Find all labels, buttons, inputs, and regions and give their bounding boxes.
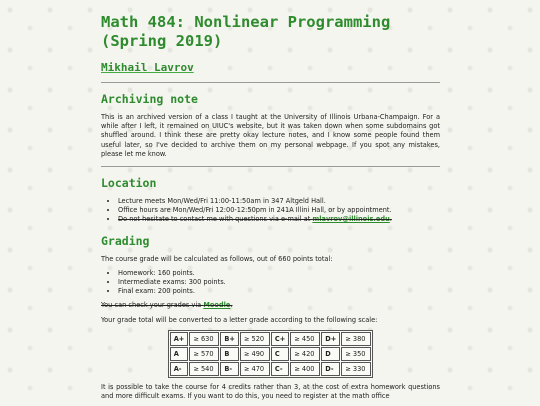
list-item: • Homework: 160 points. (118, 269, 440, 278)
table-row (170, 347, 372, 361)
struck-text: . (230, 301, 233, 310)
table-row (170, 332, 372, 346)
divider (101, 82, 440, 83)
email-link[interactable]: mlavrov@illinois.edu (312, 215, 390, 224)
threshold-cell: ≥ 420 (290, 347, 320, 361)
grading-heading: Grading (101, 233, 150, 248)
location-list (101, 197, 440, 225)
list-item: • Intermediate exams: 300 points. (118, 278, 440, 287)
grade-cell: B+ (220, 332, 239, 346)
moodle-note (101, 301, 440, 310)
threshold-cell: ≥ 540 (189, 362, 219, 376)
list-item: • Lecture meets Mon/Wed/Fri 11:00-11:50am in 347 Altgeld Hall. (118, 197, 440, 206)
grade-cell: B- (220, 362, 239, 376)
grade-cell: A- (170, 362, 189, 376)
location-heading: Location (101, 176, 157, 191)
divider (101, 166, 440, 167)
grading-list (101, 269, 440, 297)
grade-cell: D- (321, 362, 340, 376)
table-row (170, 362, 372, 376)
threshold-cell: ≥ 450 (290, 332, 320, 346)
threshold-cell: ≥ 570 (189, 347, 219, 361)
author-link[interactable]: Mikhail Lavrov (101, 61, 194, 74)
grade-cell: A+ (170, 332, 189, 346)
grade-cell: C+ (271, 332, 289, 346)
threshold-cell: ≥ 380 (341, 332, 371, 346)
struck-text: Do not hesitate to contact me with questions via e-mail at (118, 215, 313, 224)
credits-text: It is possible to take the course for 4 credits rather than 3, at the cost of extra homework questions and more difficult exams. If you want to do this, you need to register at the math office (101, 382, 440, 401)
list-item (118, 215, 440, 224)
threshold-cell: ≥ 490 (240, 347, 270, 361)
archiving-text: This is an archived version of a class I taught at the University of Illinois Urbana-Champaign. For a while after I left, it remained on UIUC's website, but it was taken down when some subdomains got shuffled around. I think these are pretty okay lecture notes, and I know some people found them useful later, so I've decided to archive them on my personal webpage. If you spot any mistakes, please let me know. (101, 113, 440, 158)
grading-intro: The course grade will be calculated as follows, out of 660 points total: (101, 254, 333, 263)
grade-cell: C (271, 347, 289, 361)
grade-cell: B (220, 347, 239, 361)
moodle-link[interactable]: Moodle (203, 301, 231, 310)
list-item: • Final exam: 200 points. (118, 287, 440, 296)
struck-text: . (389, 215, 392, 224)
threshold-cell: ≥ 520 (240, 332, 270, 346)
grade-cell: D (321, 347, 340, 361)
scale-intro: Your grade total will be converted to a letter grade according to the following scale: (101, 315, 378, 324)
threshold-cell: ≥ 630 (189, 332, 219, 346)
threshold-cell: ≥ 350 (341, 347, 371, 361)
page-title: Math 484: Nonlinear Programming (Spring 2019) (101, 13, 391, 50)
list-item: • Office hours are Mon/Wed/Fri 12:00-12:50pm in 241A Illini Hall, or by appointment. (118, 206, 440, 215)
page-content (101, 0, 440, 406)
archiving-heading: Archiving note (101, 92, 198, 106)
struck-text: You can check your grades via (101, 301, 204, 310)
threshold-cell: ≥ 330 (341, 362, 371, 376)
threshold-cell: ≥ 400 (290, 362, 320, 376)
grade-cell: A (170, 347, 189, 361)
grade-scale-table (168, 330, 374, 378)
grade-cell: C- (271, 362, 289, 376)
threshold-cell: ≥ 470 (240, 362, 270, 376)
grade-cell: D+ (321, 332, 340, 346)
